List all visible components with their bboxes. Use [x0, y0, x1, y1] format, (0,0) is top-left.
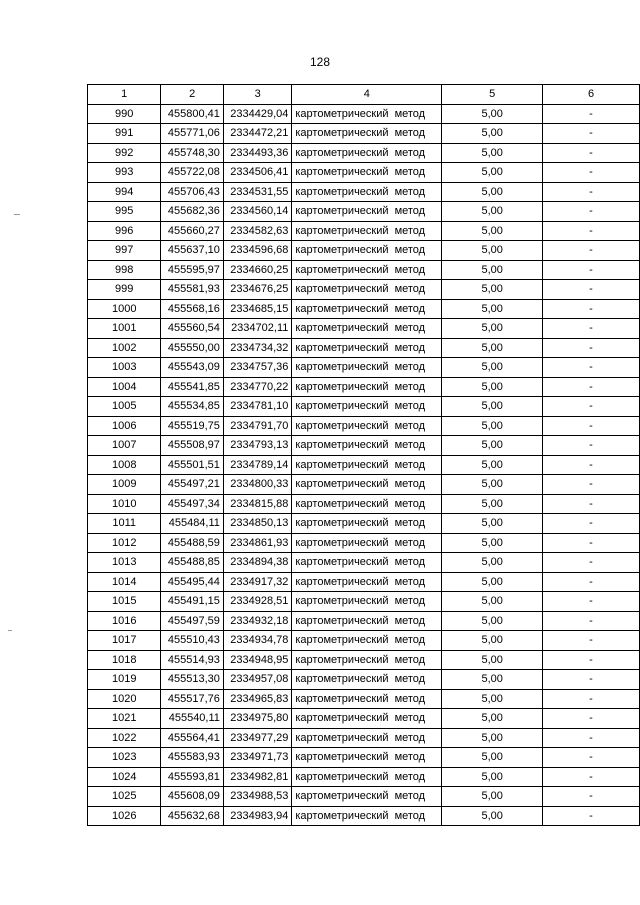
accuracy-cell: 5,00 — [442, 767, 543, 787]
table-row — [88, 299, 640, 319]
point-number-cell: 1020 — [88, 689, 161, 709]
x-coordinate-cell: 455508,97 — [161, 436, 223, 456]
accuracy-cell: 5,00 — [442, 806, 543, 826]
x-coordinate-cell: 455637,10 — [161, 241, 223, 261]
y-coordinate-cell: 2334815,88 — [223, 494, 291, 514]
table-row — [88, 241, 640, 261]
accuracy-cell: 5,00 — [442, 670, 543, 690]
method-cell: картометрический метод — [292, 397, 442, 417]
table-row — [88, 202, 640, 222]
method-cell: картометрический метод — [292, 631, 442, 651]
point-number-cell: 998 — [88, 260, 161, 280]
scan-mark — [8, 630, 12, 631]
note-cell: - — [543, 280, 640, 300]
accuracy-cell: 5,00 — [442, 377, 543, 397]
accuracy-cell: 5,00 — [442, 514, 543, 534]
y-coordinate-cell: 2334861,93 — [223, 533, 291, 553]
note-cell: - — [543, 748, 640, 768]
y-coordinate-cell: 2334928,51 — [223, 592, 291, 612]
note-cell: - — [543, 787, 640, 807]
table-row — [88, 338, 640, 358]
point-number-cell: 999 — [88, 280, 161, 300]
y-coordinate-cell: 2334934,78 — [223, 631, 291, 651]
table-row — [88, 221, 640, 241]
point-number-cell: 1012 — [88, 533, 161, 553]
point-number-cell: 993 — [88, 163, 161, 183]
accuracy-cell: 5,00 — [442, 631, 543, 651]
accuracy-cell: 5,00 — [442, 397, 543, 417]
y-coordinate-cell: 2334429,04 — [223, 104, 291, 124]
accuracy-cell: 5,00 — [442, 280, 543, 300]
point-number-cell: 997 — [88, 241, 161, 261]
point-number-cell: 996 — [88, 221, 161, 241]
note-cell: - — [543, 767, 640, 787]
accuracy-cell: 5,00 — [442, 436, 543, 456]
x-coordinate-cell: 455660,27 — [161, 221, 223, 241]
x-coordinate-cell: 455541,85 — [161, 377, 223, 397]
method-cell: картометрический метод — [292, 436, 442, 456]
x-coordinate-cell: 455608,09 — [161, 787, 223, 807]
accuracy-cell: 5,00 — [442, 553, 543, 573]
x-coordinate-cell: 455682,36 — [161, 202, 223, 222]
note-cell: - — [543, 241, 640, 261]
point-number-cell: 1018 — [88, 650, 161, 670]
x-coordinate-cell: 455632,68 — [161, 806, 223, 826]
note-cell: - — [543, 143, 640, 163]
note-cell: - — [543, 104, 640, 124]
point-number-cell: 990 — [88, 104, 161, 124]
method-cell: картометрический метод — [292, 514, 442, 534]
point-number-cell: 1017 — [88, 631, 161, 651]
y-coordinate-cell: 2334971,73 — [223, 748, 291, 768]
point-number-cell: 1009 — [88, 475, 161, 495]
x-coordinate-cell: 455514,93 — [161, 650, 223, 670]
method-cell: картометрический метод — [292, 163, 442, 183]
table-row — [88, 611, 640, 631]
table-row — [88, 397, 640, 417]
table-row — [88, 709, 640, 729]
point-number-cell: 1013 — [88, 553, 161, 573]
point-number-cell: 1024 — [88, 767, 161, 787]
table-row — [88, 455, 640, 475]
method-cell: картометрический метод — [292, 592, 442, 612]
y-coordinate-cell: 2334977,29 — [223, 728, 291, 748]
y-coordinate-cell: 2334948,95 — [223, 650, 291, 670]
accuracy-cell: 5,00 — [442, 319, 543, 339]
y-coordinate-cell: 2334932,18 — [223, 611, 291, 631]
note-cell: - — [543, 299, 640, 319]
y-coordinate-cell: 2334582,63 — [223, 221, 291, 241]
method-cell: картометрический метод — [292, 338, 442, 358]
y-coordinate-cell: 2334560,14 — [223, 202, 291, 222]
point-number-cell: 992 — [88, 143, 161, 163]
x-coordinate-cell: 455491,15 — [161, 592, 223, 612]
column-header: 4 — [292, 85, 442, 105]
y-coordinate-cell: 2334506,41 — [223, 163, 291, 183]
accuracy-cell: 5,00 — [442, 182, 543, 202]
x-coordinate-cell: 455543,09 — [161, 358, 223, 378]
note-cell: - — [543, 202, 640, 222]
accuracy-cell: 5,00 — [442, 143, 543, 163]
x-coordinate-cell: 455593,81 — [161, 767, 223, 787]
table-row — [88, 358, 640, 378]
y-coordinate-cell: 2334975,80 — [223, 709, 291, 729]
note-cell: - — [543, 397, 640, 417]
point-number-cell: 1002 — [88, 338, 161, 358]
table-row — [88, 592, 640, 612]
y-coordinate-cell: 2334781,10 — [223, 397, 291, 417]
x-coordinate-cell: 455583,93 — [161, 748, 223, 768]
y-coordinate-cell: 2334800,33 — [223, 475, 291, 495]
note-cell: - — [543, 260, 640, 280]
note-cell: - — [543, 709, 640, 729]
y-coordinate-cell: 2334676,25 — [223, 280, 291, 300]
y-coordinate-cell: 2334702,11 — [223, 319, 291, 339]
x-coordinate-cell: 455722,08 — [161, 163, 223, 183]
y-coordinate-cell: 2334983,94 — [223, 806, 291, 826]
x-coordinate-cell: 455771,06 — [161, 124, 223, 144]
x-coordinate-cell: 455568,16 — [161, 299, 223, 319]
y-coordinate-cell: 2334734,32 — [223, 338, 291, 358]
y-coordinate-cell: 2334531,55 — [223, 182, 291, 202]
method-cell: картометрический метод — [292, 553, 442, 573]
note-cell: - — [543, 533, 640, 553]
column-header: 6 — [543, 85, 640, 105]
point-number-cell: 1000 — [88, 299, 161, 319]
method-cell: картометрический метод — [292, 787, 442, 807]
note-cell: - — [543, 221, 640, 241]
accuracy-cell: 5,00 — [442, 592, 543, 612]
column-header: 3 — [223, 85, 291, 105]
method-cell: картометрический метод — [292, 611, 442, 631]
note-cell: - — [543, 475, 640, 495]
accuracy-cell: 5,00 — [442, 202, 543, 222]
y-coordinate-cell: 2334596,68 — [223, 241, 291, 261]
table-row — [88, 124, 640, 144]
table-row — [88, 572, 640, 592]
note-cell: - — [543, 163, 640, 183]
x-coordinate-cell: 455748,30 — [161, 143, 223, 163]
accuracy-cell: 5,00 — [442, 455, 543, 475]
x-coordinate-cell: 455540,11 — [161, 709, 223, 729]
y-coordinate-cell: 2334791,70 — [223, 416, 291, 436]
accuracy-cell: 5,00 — [442, 163, 543, 183]
accuracy-cell: 5,00 — [442, 475, 543, 495]
x-coordinate-cell: 455706,43 — [161, 182, 223, 202]
x-coordinate-cell: 455484,11 — [161, 514, 223, 534]
method-cell: картометрический метод — [292, 358, 442, 378]
method-cell: картометрический метод — [292, 280, 442, 300]
y-coordinate-cell: 2334685,15 — [223, 299, 291, 319]
table-row — [88, 650, 640, 670]
table-row — [88, 163, 640, 183]
table-row — [88, 553, 640, 573]
accuracy-cell: 5,00 — [442, 709, 543, 729]
point-number-cell: 1023 — [88, 748, 161, 768]
x-coordinate-cell: 455513,30 — [161, 670, 223, 690]
point-number-cell: 1014 — [88, 572, 161, 592]
x-coordinate-cell: 455560,54 — [161, 319, 223, 339]
y-coordinate-cell: 2334988,53 — [223, 787, 291, 807]
x-coordinate-cell: 455497,21 — [161, 475, 223, 495]
column-header: 1 — [88, 85, 161, 105]
point-number-cell: 1006 — [88, 416, 161, 436]
method-cell: картометрический метод — [292, 475, 442, 495]
x-coordinate-cell: 455488,85 — [161, 553, 223, 573]
point-number-cell: 1010 — [88, 494, 161, 514]
accuracy-cell: 5,00 — [442, 358, 543, 378]
point-number-cell: 1004 — [88, 377, 161, 397]
point-number-cell: 1021 — [88, 709, 161, 729]
y-coordinate-cell: 2334894,38 — [223, 553, 291, 573]
method-cell: картометрический метод — [292, 494, 442, 514]
method-cell: картометрический метод — [292, 319, 442, 339]
y-coordinate-cell: 2334957,08 — [223, 670, 291, 690]
x-coordinate-cell: 455501,51 — [161, 455, 223, 475]
accuracy-cell: 5,00 — [442, 728, 543, 748]
accuracy-cell: 5,00 — [442, 104, 543, 124]
note-cell: - — [543, 670, 640, 690]
table-row — [88, 436, 640, 456]
y-coordinate-cell: 2334850,13 — [223, 514, 291, 534]
method-cell: картометрический метод — [292, 728, 442, 748]
method-cell: картометрический метод — [292, 767, 442, 787]
y-coordinate-cell: 2334793,13 — [223, 436, 291, 456]
method-cell: картометрический метод — [292, 455, 442, 475]
table-row — [88, 280, 640, 300]
accuracy-cell: 5,00 — [442, 611, 543, 631]
point-number-cell: 1008 — [88, 455, 161, 475]
accuracy-cell: 5,00 — [442, 221, 543, 241]
note-cell: - — [543, 358, 640, 378]
accuracy-cell: 5,00 — [442, 241, 543, 261]
point-number-cell: 1001 — [88, 319, 161, 339]
method-cell: картометрический метод — [292, 241, 442, 261]
table-row — [88, 143, 640, 163]
method-cell: картометрический метод — [292, 689, 442, 709]
note-cell: - — [543, 611, 640, 631]
table-row — [88, 670, 640, 690]
point-number-cell: 1025 — [88, 787, 161, 807]
accuracy-cell: 5,00 — [442, 494, 543, 514]
accuracy-cell: 5,00 — [442, 124, 543, 144]
method-cell: картометрический метод — [292, 670, 442, 690]
x-coordinate-cell: 455517,76 — [161, 689, 223, 709]
table-row — [88, 533, 640, 553]
method-cell: картометрический метод — [292, 104, 442, 124]
table-row — [88, 319, 640, 339]
note-cell: - — [543, 806, 640, 826]
y-coordinate-cell: 2334965,83 — [223, 689, 291, 709]
note-cell: - — [543, 728, 640, 748]
note-cell: - — [543, 572, 640, 592]
accuracy-cell: 5,00 — [442, 572, 543, 592]
note-cell: - — [543, 182, 640, 202]
method-cell: картометрический метод — [292, 143, 442, 163]
accuracy-cell: 5,00 — [442, 533, 543, 553]
note-cell: - — [543, 553, 640, 573]
point-number-cell: 991 — [88, 124, 161, 144]
accuracy-cell: 5,00 — [442, 338, 543, 358]
table-row — [88, 689, 640, 709]
method-cell: картометрический метод — [292, 650, 442, 670]
point-number-cell: 1011 — [88, 514, 161, 534]
note-cell: - — [543, 455, 640, 475]
note-cell: - — [543, 436, 640, 456]
method-cell: картометрический метод — [292, 182, 442, 202]
method-cell: картометрический метод — [292, 202, 442, 222]
coordinates-table — [87, 84, 640, 826]
table-row — [88, 767, 640, 787]
table-row — [88, 475, 640, 495]
x-coordinate-cell: 455800,41 — [161, 104, 223, 124]
x-coordinate-cell: 455581,93 — [161, 280, 223, 300]
column-header: 2 — [161, 85, 223, 105]
note-cell: - — [543, 124, 640, 144]
note-cell: - — [543, 319, 640, 339]
x-coordinate-cell: 455495,44 — [161, 572, 223, 592]
accuracy-cell: 5,00 — [442, 260, 543, 280]
note-cell: - — [543, 514, 640, 534]
table-row — [88, 728, 640, 748]
table-row — [88, 260, 640, 280]
x-coordinate-cell: 455497,59 — [161, 611, 223, 631]
method-cell: картометрический метод — [292, 221, 442, 241]
x-coordinate-cell: 455519,75 — [161, 416, 223, 436]
y-coordinate-cell: 2334472,21 — [223, 124, 291, 144]
accuracy-cell: 5,00 — [442, 689, 543, 709]
point-number-cell: 1003 — [88, 358, 161, 378]
accuracy-cell: 5,00 — [442, 299, 543, 319]
y-coordinate-cell: 2334917,32 — [223, 572, 291, 592]
column-header: 5 — [442, 85, 543, 105]
point-number-cell: 1026 — [88, 806, 161, 826]
x-coordinate-cell: 455497,34 — [161, 494, 223, 514]
table-row — [88, 514, 640, 534]
table-body — [88, 104, 640, 826]
x-coordinate-cell: 455550,00 — [161, 338, 223, 358]
method-cell: картометрический метод — [292, 124, 442, 144]
method-cell: картометрический метод — [292, 533, 442, 553]
note-cell: - — [543, 338, 640, 358]
method-cell: картометрический метод — [292, 572, 442, 592]
x-coordinate-cell: 455510,43 — [161, 631, 223, 651]
note-cell: - — [543, 494, 640, 514]
accuracy-cell: 5,00 — [442, 787, 543, 807]
y-coordinate-cell: 2334982,81 — [223, 767, 291, 787]
scan-mark — [14, 214, 20, 215]
page-number: 128 — [309, 55, 331, 69]
y-coordinate-cell: 2334789,14 — [223, 455, 291, 475]
x-coordinate-cell: 455488,59 — [161, 533, 223, 553]
table-row — [88, 182, 640, 202]
point-number-cell: 994 — [88, 182, 161, 202]
x-coordinate-cell: 455564,41 — [161, 728, 223, 748]
point-number-cell: 1015 — [88, 592, 161, 612]
y-coordinate-cell: 2334757,36 — [223, 358, 291, 378]
note-cell: - — [543, 416, 640, 436]
point-number-cell: 1005 — [88, 397, 161, 417]
x-coordinate-cell: 455595,97 — [161, 260, 223, 280]
method-cell: картометрический метод — [292, 709, 442, 729]
y-coordinate-cell: 2334770,22 — [223, 377, 291, 397]
table-row — [88, 104, 640, 124]
table-row — [88, 377, 640, 397]
point-number-cell: 995 — [88, 202, 161, 222]
table-row — [88, 748, 640, 768]
note-cell: - — [543, 689, 640, 709]
accuracy-cell: 5,00 — [442, 650, 543, 670]
table-row — [88, 806, 640, 826]
method-cell: картометрический метод — [292, 260, 442, 280]
header-row — [88, 85, 640, 105]
note-cell: - — [543, 631, 640, 651]
method-cell: картометрический метод — [292, 416, 442, 436]
point-number-cell: 1007 — [88, 436, 161, 456]
note-cell: - — [543, 377, 640, 397]
method-cell: картометрический метод — [292, 748, 442, 768]
accuracy-cell: 5,00 — [442, 416, 543, 436]
table-row — [88, 631, 640, 651]
table-row — [88, 494, 640, 514]
note-cell: - — [543, 650, 640, 670]
method-cell: картометрический метод — [292, 299, 442, 319]
method-cell: картометрический метод — [292, 806, 442, 826]
accuracy-cell: 5,00 — [442, 748, 543, 768]
y-coordinate-cell: 2334493,36 — [223, 143, 291, 163]
table-row — [88, 416, 640, 436]
x-coordinate-cell: 455534,85 — [161, 397, 223, 417]
y-coordinate-cell: 2334660,25 — [223, 260, 291, 280]
point-number-cell: 1019 — [88, 670, 161, 690]
point-number-cell: 1022 — [88, 728, 161, 748]
point-number-cell: 1016 — [88, 611, 161, 631]
note-cell: - — [543, 592, 640, 612]
method-cell: картометрический метод — [292, 377, 442, 397]
table-row — [88, 787, 640, 807]
